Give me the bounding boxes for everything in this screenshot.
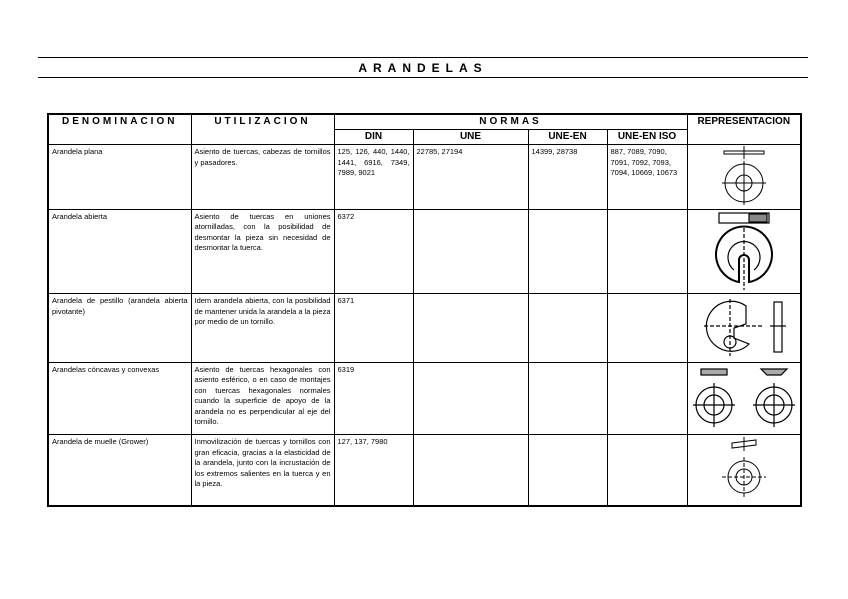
- header-representacion: REPRESENTACION: [687, 114, 801, 145]
- latch-washer-drawing: [687, 294, 801, 363]
- une: [413, 435, 528, 506]
- header-utilizacion: UTILIZACION: [191, 114, 334, 145]
- page-title: ARANDELAS: [358, 61, 488, 75]
- din: 127, 137, 7980: [334, 435, 413, 506]
- table-row: [48, 435, 801, 506]
- header-une: UNE: [413, 130, 528, 145]
- title-rule-top: [38, 57, 808, 58]
- une-en: [528, 294, 607, 363]
- concave-convex-washer-drawing: [687, 362, 801, 435]
- utilizacion: Idem arandela abierta, con la posibilidad de mantener unida la arandela a la pieza por medio de un tornillo.: [191, 294, 334, 363]
- table-row: [48, 362, 801, 435]
- une-en-iso: [607, 209, 687, 294]
- une-en-iso: [607, 435, 687, 506]
- din: 6372: [334, 209, 413, 294]
- header-une-en: UNE-EN: [528, 130, 607, 145]
- header-denominacion: DENOMINACION: [48, 114, 191, 145]
- open-washer-drawing: [687, 209, 801, 294]
- title-rule-bottom: [38, 77, 808, 78]
- une: [413, 209, 528, 294]
- header-une-en-iso: UNE-EN ISO: [607, 130, 687, 145]
- une-en-iso: [607, 294, 687, 363]
- une: 22785, 27194: [413, 145, 528, 210]
- spring-washer-drawing: [687, 435, 801, 506]
- table-row: [48, 145, 801, 210]
- utilizacion: Asiento de tuercas, cabezas de tornillos y pasadores.: [191, 145, 334, 210]
- table-row: [48, 294, 801, 363]
- une: [413, 362, 528, 435]
- une-en-iso: 887, 7089, 7090, 7091, 7092, 7093, 7094, 10669, 10673: [607, 145, 687, 210]
- utilizacion: Asiento de tuercas hexagonales con asiento esférico, o en caso de montajes con tuercas hexagonales normales cuando la superficie de apoyo de la arandela no es perpendicular al eje del tornillo.: [191, 362, 334, 435]
- utilizacion: Asiento de tuercas en uniones atornilladas, con la posibilidad de desmontar la pieza sin necesidad de desmontar la tuerca.: [191, 209, 334, 294]
- une-en: [528, 209, 607, 294]
- une-en: 14399, 28738: [528, 145, 607, 210]
- une: [413, 294, 528, 363]
- table-row: [48, 209, 801, 294]
- din: 125, 126, 440, 1440, 1441, 6916, 7349, 7989, 9021: [334, 145, 413, 210]
- din: 6371: [334, 294, 413, 363]
- utilizacion: Inmovilización de tuercas y tornillos con gran eficacia, gracias a la elasticidad de la arandela, junto con la incrustación de los extremos salientes en la tuerca y en la pieza.: [191, 435, 334, 506]
- une-en-iso: [607, 362, 687, 435]
- din: 6319: [334, 362, 413, 435]
- denominacion: Arandela plana: [48, 145, 191, 210]
- denominacion: Arandela de pestillo (arandela abierta pivotante): [48, 294, 191, 363]
- une-en: [528, 362, 607, 435]
- denominacion: Arandela de muelle (Grower): [48, 435, 191, 506]
- flat-washer-drawing: [687, 145, 801, 210]
- denominacion: Arandela abierta: [48, 209, 191, 294]
- denominacion: Arandelas cóncavas y convexas: [48, 362, 191, 435]
- header-normas: NORMAS: [334, 114, 687, 130]
- une-en: [528, 435, 607, 506]
- washers-table: [47, 113, 802, 507]
- header-din: DIN: [334, 130, 413, 145]
